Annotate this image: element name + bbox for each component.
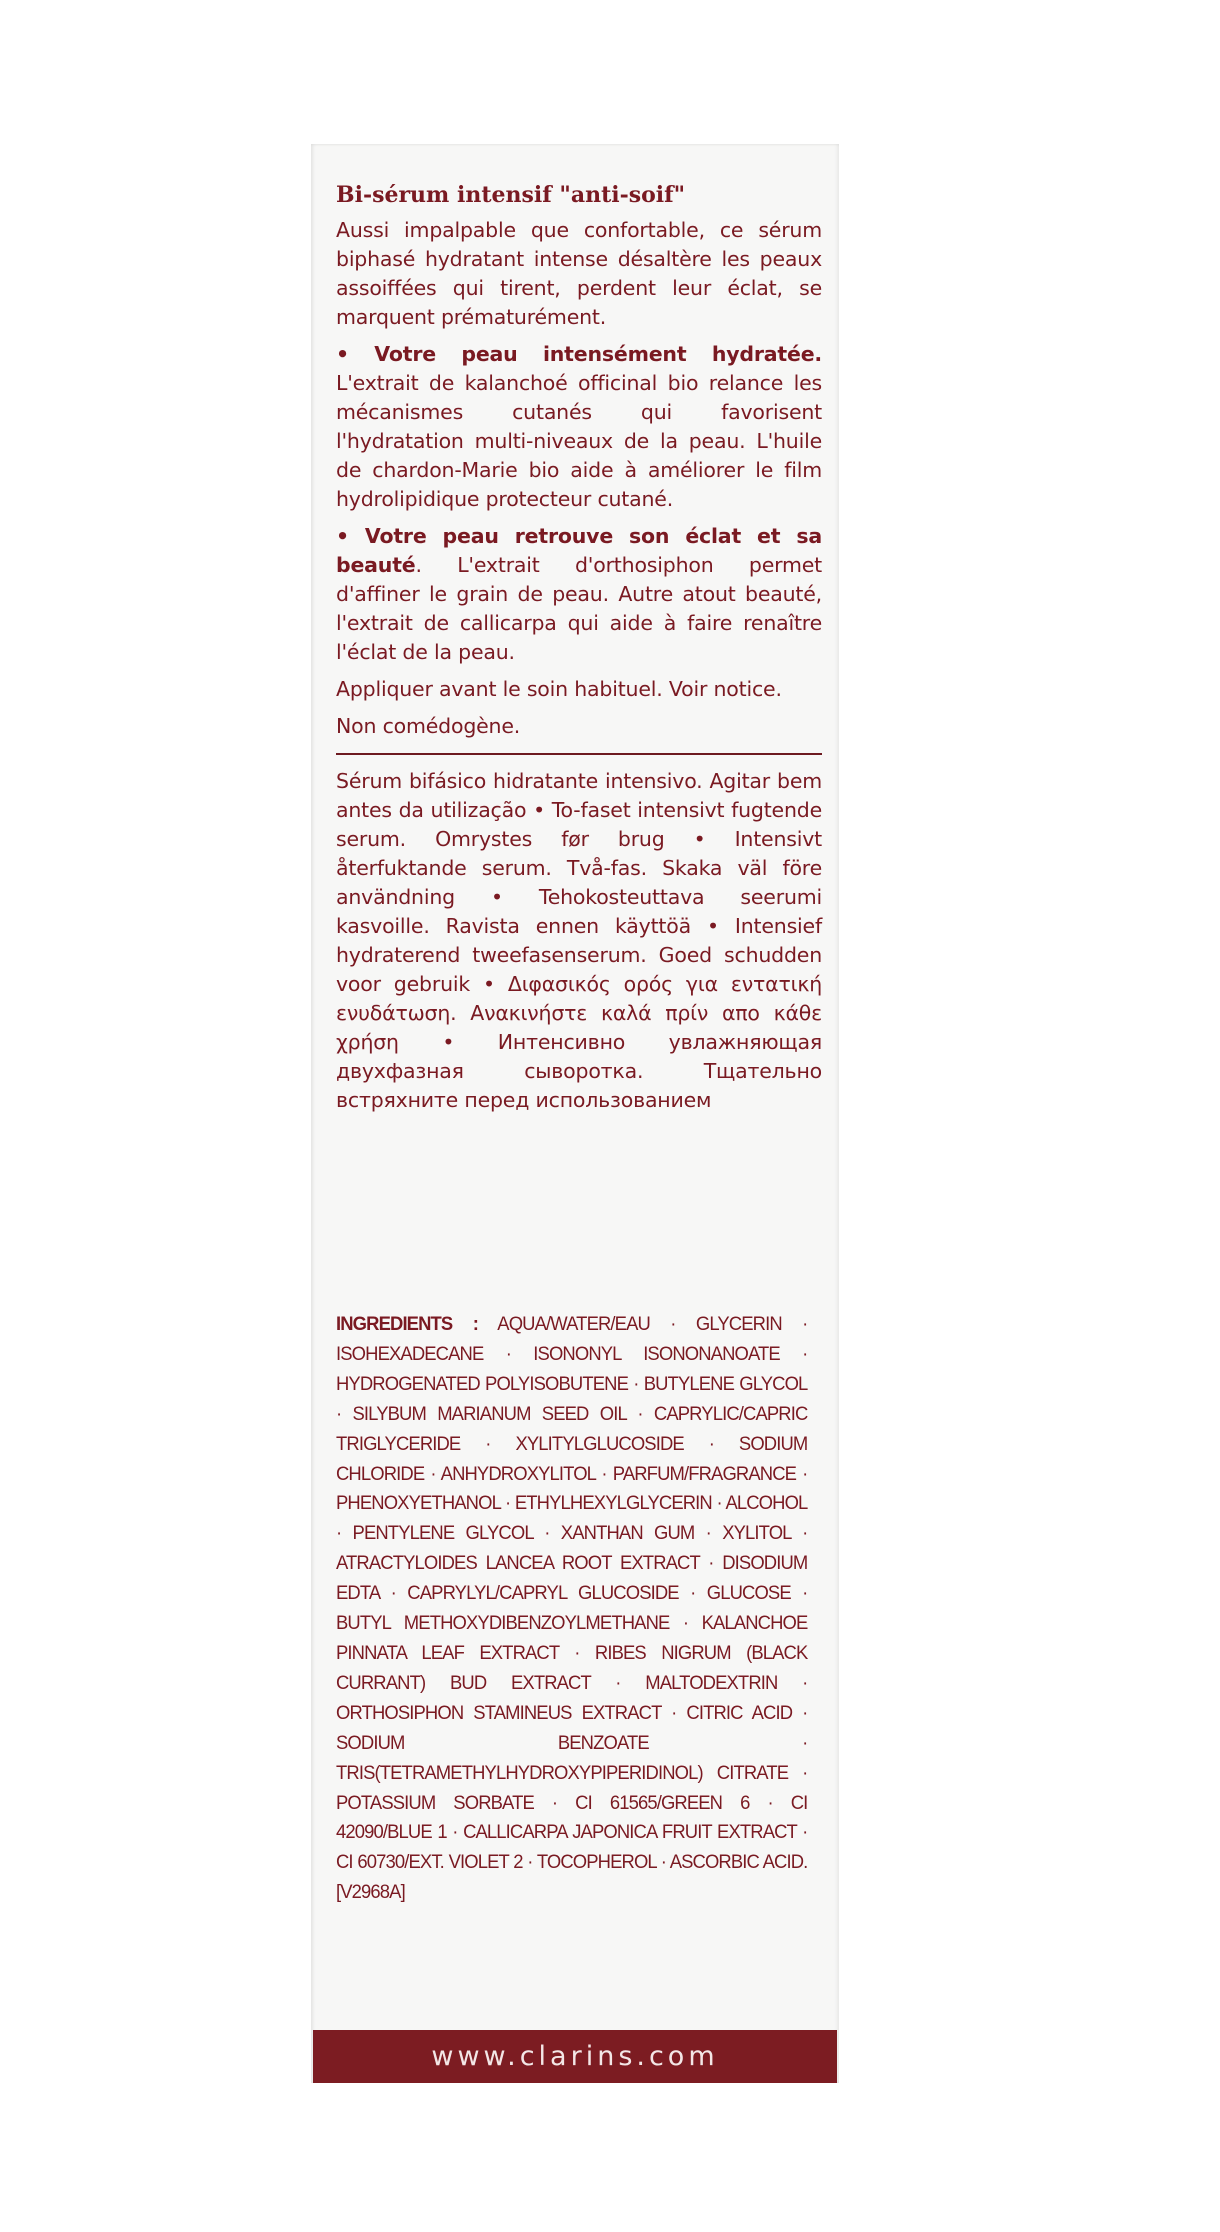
benefit-radiance-text: . L'extrait d'orthosiphon permet d'affiner le grain de peau. Autre atout beauté, l'extrait de callicarpa qui aide à faire renaître l'éclat de la peau. <box>336 553 822 664</box>
description-block <box>336 180 822 1115</box>
non-comedogenic-note: Non comédogène. <box>336 714 521 738</box>
ingredients-text: AQUA/WATER/EAU · GLYCERIN · ISOHEXADECANE · ISONONYL ISONONANOATE · HYDROGENATED POLYISOBUTENE · BUTYLENE GLYCOL · SILYBUM MARIANUM SEED OIL · CAPRYLIC/CAPRIC TRIGLYCERIDE · XYLITYLGLUCOSIDE · SODIUM CHLORIDE · ANHYDROXYLITOL · PARFUM/FRAGRANCE · PHENOXYETHANOL · ETHYLHEXYLGLYCERIN · ALCOHOL · PENTYLENE GLYCOL · XANTHAN GUM · XYLITOL · ATRACTYLOIDES LANCEA ROOT EXTRACT · DISODIUM EDTA · CAPRYLYL/CAPRYL GLUCOSIDE · GLUCOSE · BUTYL METHOXYDIBENZOYLMETHANE · KALANCHOE PINNATA LEAF EXTRACT · RIBES NIGRUM (BLACK CURRANT) BUD EXTRACT · MALTODEXTRIN · ORTHOSIPHON STAMINEUS EXTRACT · CITRIC ACID · SODIUM BENZOATE · TRIS(TETRAMETHYLHYDROXYPIPERIDINOL) CITRATE · POTASSIUM SORBATE · CI 61565/GREEN 6 · CI 42090/BLUE 1 · CALLICARPA JAPONICA FRUIT EXTRACT · CI 60730/EXT. VIOLET 2 · TOCOPHEROL · ASCORBIC ACID. [V2968A] <box>336 1314 808 1904</box>
brand-url-band: www.clarins.com <box>313 2030 837 2083</box>
multilingual-description: Sérum bifásico hidratante intensivo. Agitar bem antes da utilização • To-faset intensivt fugtende serum. Omrystes før brug • Intensivt återfuktande serum. Två-fas. Skaka väl före användning • Tehokosteuttava seerumi kasvoille. Ravista ennen käyttöä • Intensief hydraterend tweefasenserum. Goed schudden voor gebruik • Διφασικός ορός για εντατική ενυδάτωση. Ανακινήστε καλά πρίν απο κάθε χρήση • Интенсивно увлажняющая двухфазная сыворотка. Тщательно встряхните перед использованием <box>336 769 822 1112</box>
intro-paragraph: Aussi impalpable que confortable, ce sérum biphasé hydratant intense désaltère les peaux assoiffées qui tirent, perdent leur éclat, se marquent prématurément. <box>336 218 822 329</box>
benefit-hydration-heading: • Votre peau intensément hydratée. <box>336 342 822 366</box>
product-title: Bi-sérum intensif "anti-soif" <box>336 182 686 208</box>
product-box-panel <box>311 144 839 2083</box>
ingredients-list <box>336 1310 807 1908</box>
usage-instructions: Appliquer avant le soin habituel. Voir notice. <box>336 677 782 701</box>
section-divider <box>336 753 822 755</box>
benefit-radiance-heading: • Votre peau retrouve son éclat et sa beauté <box>336 524 822 577</box>
ingredients-label: INGREDIENTS : <box>336 1314 478 1335</box>
benefit-hydration-text: L'extrait de kalanchoé officinal bio relance les mécanismes cutanés qui favorisent l'hydratation multi-niveaux de la peau. L'huile de chardon-Marie bio aide à améliorer le film hydrolipidique protecteur cutané. <box>336 371 822 511</box>
benefit-hydration <box>336 340 822 514</box>
benefit-radiance <box>336 522 822 667</box>
